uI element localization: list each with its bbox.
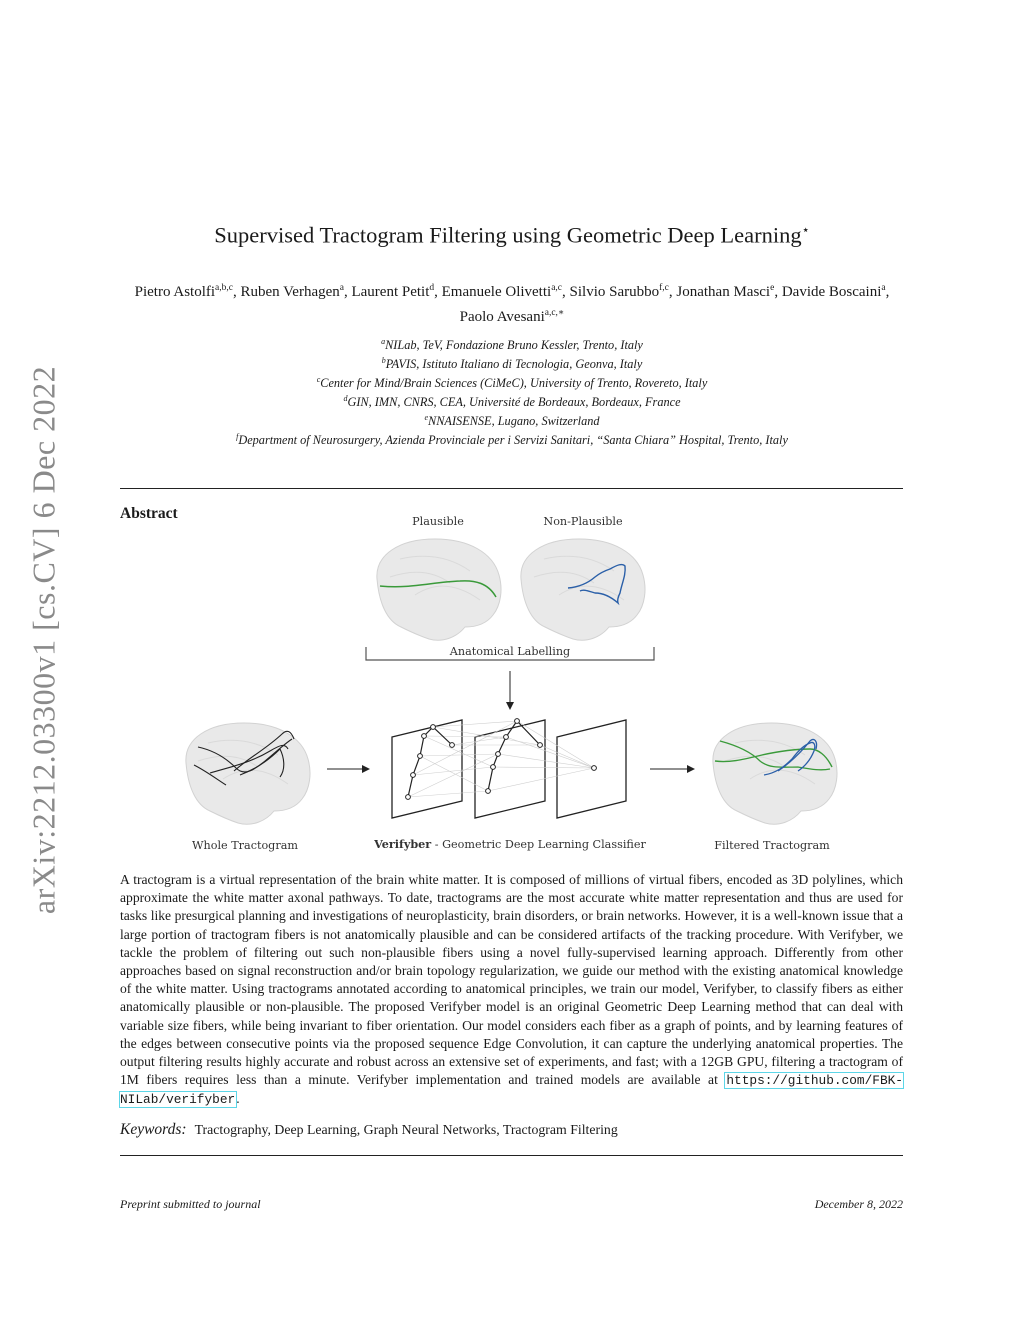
label-whole-tractogram: Whole Tractogram bbox=[192, 839, 298, 852]
graphical-abstract-figure bbox=[170, 505, 870, 860]
author: Emanuele Olivetti$^{a,c}$, bbox=[441, 283, 570, 300]
layer-2 bbox=[475, 720, 545, 818]
github-link[interactable]: https://github.com/FBK-NILab/verifyber bbox=[120, 1073, 903, 1108]
author: Laurent Petit$^d$, bbox=[351, 283, 442, 300]
paper-title bbox=[0, 222, 1024, 249]
affiliation-list bbox=[120, 334, 904, 449]
abstract-heading: Abstract bbox=[120, 505, 178, 522]
title-text: Supervised Tractogram Filtering using Geometric Deep Learning bbox=[214, 222, 802, 248]
abstract-text: A tractogram is a virtual representation of the brain white matter. It is composed of millions of virtual fibers, encoded as 3D polylines, which approximate the white matter axonal pathways. To date, tractograms are the most accurate white matter representation and thus are used for tasks like presurgical planning and investigations of neuroplasticity, brain disorders, or brain networks. However, it is a well-known issue that a large portion of tractogram fibers is not anatomically plausible and can be considered artifacts of the tracking procedure. With Verifyber, we tackle the problem of filtering out such non-plausible fibers using a novel fully-supervised learning approach. Differently from other approaches based on signal reconstruction and/or brain topology regularization, we guide our method with the existing anatomical knowledge of the white matter. Using tractograms annotated according to anatomical principles, we train our model, Verifyber, to classify fibers as either anatomically plausible or non-plausible. The proposed Verifyber model is an original Geometric Deep Learning method that can deal with variable size fibers, while being invariant to fiber orientation. Our model considers each fiber as a graph of points, and by learning features of the edges between consecutive points via the proposed sequence Edge Convolution, it can capture the underlying anatomical properties. The output filtering results highly accurate and robust across an extensive set of experiments, and fast; with a 12GB GPU, filtering a tractogram of 1M fibers requires less than a minute. Verifyber implementation and trained models are available at https://github.com/FBK-NILab/verifyber. bbox=[120, 872, 903, 1108]
abstract-top-rule bbox=[120, 488, 903, 489]
affiliation: $^a$NILab, TeV, Fondazione Bruno Kessler, Trento, Italy bbox=[381, 337, 643, 353]
layer-1 bbox=[392, 720, 462, 818]
footer-preprint: Preprint submitted to journal bbox=[120, 1197, 261, 1211]
author-list bbox=[120, 278, 904, 328]
author: Davide Boscaini$^a$, bbox=[781, 283, 890, 300]
keywords-label: Keywords: bbox=[120, 1121, 187, 1138]
label-plausible: Plausible bbox=[412, 515, 464, 528]
plausible-brain bbox=[377, 539, 501, 640]
author: Paolo Avesani$^{a,c,∗}$ bbox=[459, 308, 565, 325]
label-non-plausible: Non-Plausible bbox=[543, 515, 623, 528]
keywords bbox=[120, 1121, 618, 1139]
label-filtered-tractogram: Filtered Tractogram bbox=[714, 839, 830, 852]
affiliation: $^e$NNAISENSE, Lugano, Switzerland bbox=[424, 413, 600, 429]
title-footnote-mark: ⋆ bbox=[801, 222, 810, 237]
label-verifyber: Verifyber - Geometric Deep Learning Classifier bbox=[374, 837, 646, 851]
verifyber-network bbox=[392, 719, 626, 818]
keywords-text: Tractography, Deep Learning, Graph Neural Networks, Tractogram Filtering bbox=[194, 1122, 618, 1137]
author: Jonathan Masci$^e$, bbox=[676, 283, 782, 300]
abstract-bottom-rule bbox=[120, 1155, 903, 1156]
affiliation: $^b$PAVIS, Istituto Italiano di Tecnologia, Geonva, Italy bbox=[381, 356, 643, 372]
non-plausible-brain bbox=[521, 539, 645, 640]
author: Pietro Astolfi$^{a,b,c}$, bbox=[134, 283, 241, 300]
author: Silvio Sarubbo$^{f,c}$, bbox=[569, 283, 677, 300]
affiliation: $^c$Center for Mind/Brain Sciences (CiMeC), University of Trento, Rovereto, Italy bbox=[316, 375, 708, 391]
footer-date: December 8, 2022 bbox=[814, 1197, 903, 1211]
whole-tractogram-brain bbox=[186, 723, 310, 824]
affiliation: $^d$GIN, IMN, CNRS, CEA, Université de Bordeaux, Bordeaux, France bbox=[343, 394, 681, 410]
figure-svg bbox=[170, 505, 870, 860]
author: Ruben Verhagen$^a$, bbox=[240, 283, 352, 300]
affiliation: $^f$Department of Neurosurgery, Azienda Provinciale per i Servizi Sanitari, “Santa Chiara” Hospital, Trento, Italy bbox=[236, 432, 788, 448]
filtered-tractogram-brain bbox=[713, 723, 837, 824]
arxiv-stamp: arXiv:2212.03300v1 [cs.CV] 6 Dec 2022 bbox=[25, 365, 62, 915]
label-anatomical-labelling: Anatomical Labelling bbox=[449, 645, 571, 658]
